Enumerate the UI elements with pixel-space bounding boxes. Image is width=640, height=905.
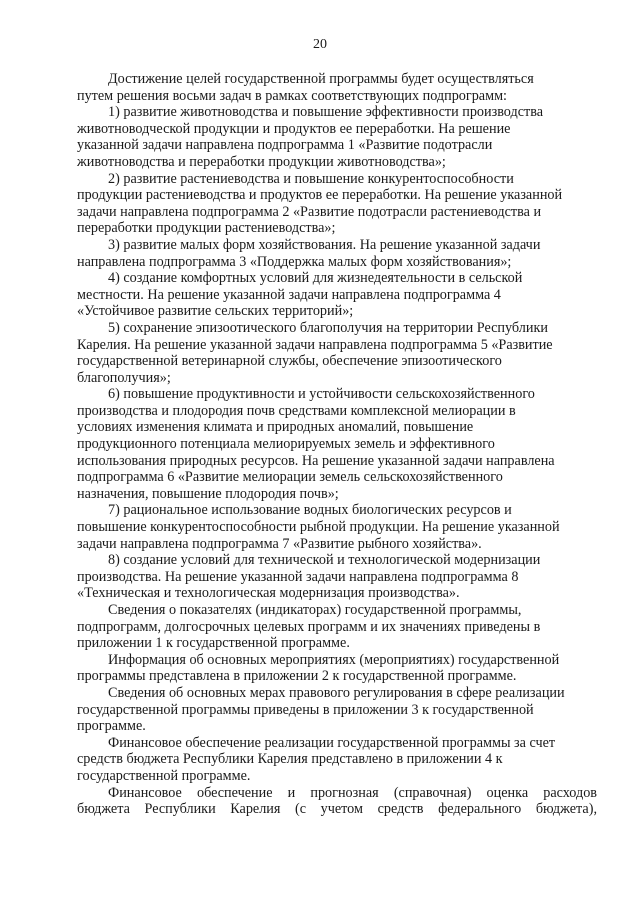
- body-text: [77, 71, 597, 818]
- paragraph-task-3: 3) развитие малых форм хозяйствования. На решение указанной задачи направлена подпрограмма 3 «Поддержка малых форм хозяйствования»;: [77, 236, 541, 270]
- paragraph-task-7: 7) рациональное использование водных биологических ресурсов и повышение конкурентоспособности рыбной продукции. На решение указанной задачи направлена подпрограмма 7 «Развитие рыбного хозяйства».: [77, 502, 560, 552]
- paragraph-task-8: 8) создание условий для технической и технологической модернизации производства. На решение указанной задачи направлена подпрограмма 8 «Техническая и технологическая модернизация производства».: [77, 552, 541, 602]
- page-number: 20: [313, 37, 327, 52]
- paragraph-financing: Финансовое обеспечение реализации государственной программы за счет средств бюджета Республики Карелия представлено в приложении 4 к государственной программе.: [77, 734, 556, 784]
- paragraph-task-6: 6) повышение продуктивности и устойчивости сельскохозяйственного производства и плодородия почв средствами комплексной мелиорации в условиях изменения климата и природных аномалий, повышение продукционного потенциала мелиорируемых земель и эффективного использования природных ресурсов. На решение указанной задачи направлена подпрограмма 6 «Развитие мелиорации земель сельскохозяйственного назначения, повышение плодородия почв»;: [77, 386, 555, 502]
- paragraph-indicators: Сведения о показателях (индикаторах) государственной программы, подпрограмм, долгосрочных целевых программ и их значениях приведены в приложении 1 к государственной программе.: [77, 602, 541, 652]
- paragraph-task-2: 2) развитие растениеводства и повышение конкурентоспособности продукции растениеводства и продуктов ее переработки. На решение указанной задачи направлена подпрограмма 2 «Развитие подотрасли растениеводства и переработки продукции растениеводства»;: [77, 170, 563, 237]
- paragraph-legal-regulation: Сведения об основных мерах правового регулирования в сфере реализации государственной программы приведены в приложении 3 к государственной программе.: [77, 684, 565, 735]
- paragraph-activities: Информация об основных мероприятиях (мероприятиях) государственной программы представлена в приложении 2 к государственной программе.: [77, 651, 560, 685]
- paragraph-task-5: 5) сохранение эпизоотического благополучия на территории Республики Карелия. На решение указанной задачи направлена подпрограмма 5 «Развитие государственной ветеринарной службы, обеспечение эпизоотического благополучия»;: [77, 319, 553, 386]
- paragraph-task-1: 1) развитие животноводства и повышение эффективности производства животноводческой продукции и продуктов ее переработки. На решение указанной задачи направлена подпрограмма 1 «Развитие подотрасли животноводства и переработки продукции животноводства»;: [77, 104, 544, 170]
- paragraph-intro: Достижение целей государственной программы будет осуществляться путем решения восьми задач в рамках соответствующих подпрограмм:: [77, 71, 534, 104]
- paragraph-task-4: 4) создание комфортных условий для жизнедеятельности в сельской местности. На решение указанной задачи направлена подпрограмма 4 «Устойчивое развитие сельских территорий»;: [77, 270, 523, 320]
- paragraph-financing-forecast: Финансовое обеспечение и прогнозная (справочная) оценка расходов бюджета Республики Карелия (с учетом средств федерального бюджета),: [77, 784, 597, 818]
